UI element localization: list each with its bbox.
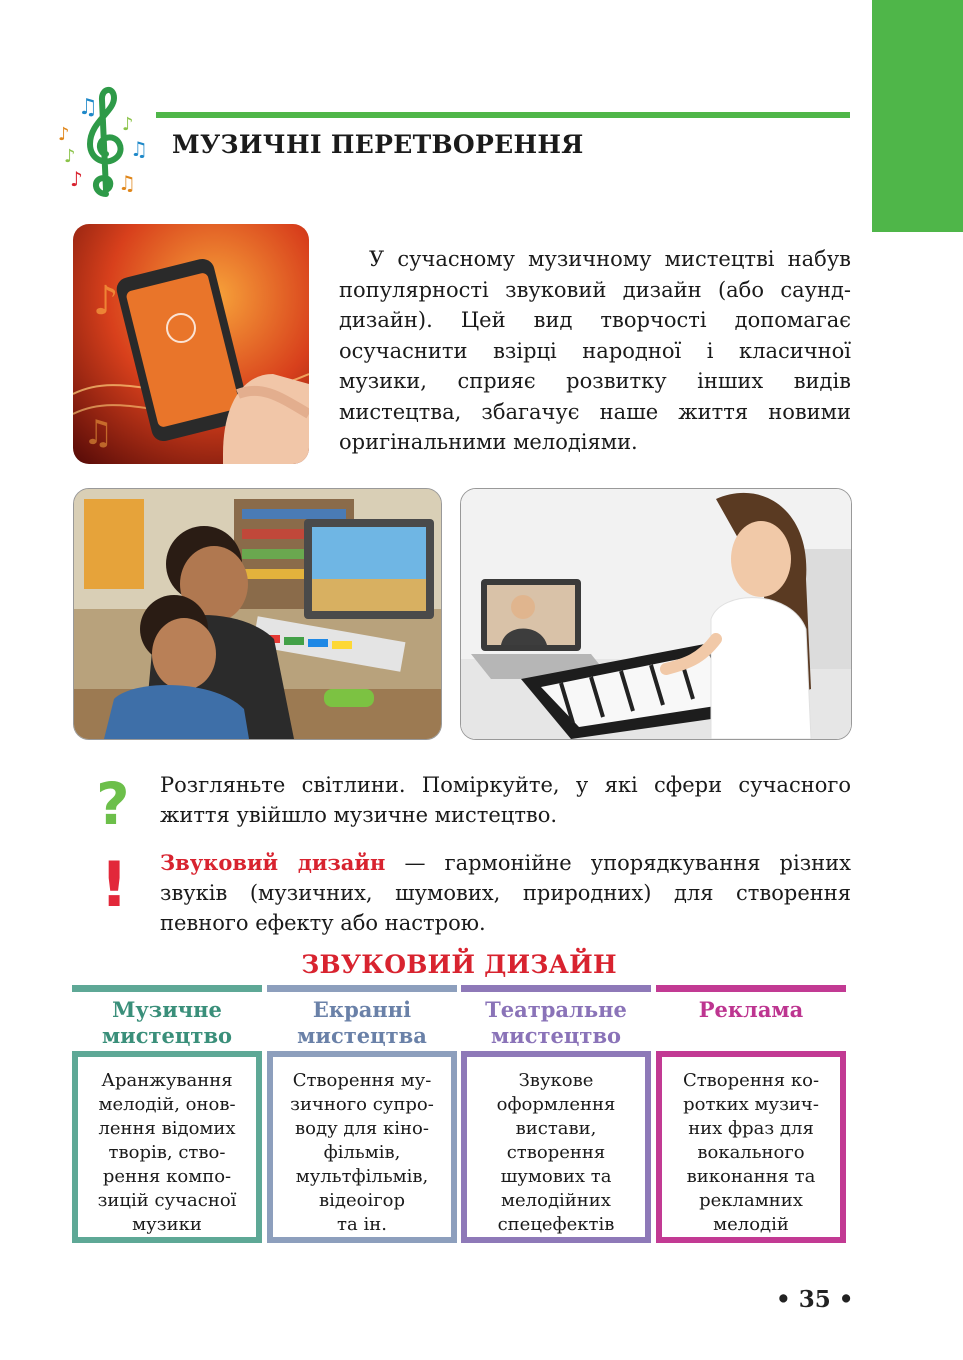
column-bar: [656, 985, 846, 992]
girl-playing-piano-laptop-photo: [460, 488, 852, 740]
task-text: Розгляньте світлини. Поміркуйте, у які сфери сучасного життя увійшло музичне мистецтво.: [160, 773, 851, 827]
smartphone-music-photo: [73, 224, 309, 464]
svg-text:♪: ♪: [58, 124, 70, 145]
column-box: Створення му- зичного супро- воду для кіно- фільмів, мультфільмів, відеоігор та ін.: [267, 1051, 457, 1243]
column-bar: [461, 985, 651, 992]
question-mark-icon: ?: [96, 770, 130, 838]
svg-text:♫: ♫: [83, 413, 114, 453]
page-title: МУЗИЧНІ ПЕРЕТВОРЕННЯ: [172, 130, 584, 159]
column-heading: Музичне мистецтво: [101, 997, 233, 1048]
svg-text:♫: ♫: [130, 137, 148, 161]
scheme-column-advertising: [656, 985, 846, 1245]
definition-text: [160, 848, 851, 938]
column-bar: [72, 985, 262, 992]
column-heading: Реклама: [698, 997, 804, 1022]
scheme-column-music: [72, 985, 262, 1245]
column-bar: [267, 985, 457, 992]
page-number: • 35 •: [776, 1286, 854, 1313]
exclamation-mark-icon: !: [100, 848, 129, 921]
scheme-column-screen: [267, 985, 457, 1245]
definition-term: Звуковий дизайн: [160, 850, 386, 875]
children-at-computer-photo: [73, 488, 442, 740]
svg-text:♪: ♪: [64, 146, 76, 167]
intro-paragraph: У сучасному музичному мистецтві набув популярності звуковий дизайн (або саунд-дизайн). Цей вид творчості допомагає осучаснити взірці народної і класичної музики, сприяє розвитку інших видів мистецтва, збагачує наше життя новими оригінальними мелодіями.: [339, 247, 851, 454]
column-heading: Театральне мистецтво: [485, 997, 627, 1048]
chapter-tab: [872, 0, 963, 232]
svg-text:♪: ♪: [122, 114, 134, 135]
svg-text:♫: ♫: [118, 171, 136, 195]
column-heading: Екранні мистецтва: [297, 997, 427, 1048]
column-box: Аранжування мелодій, онов- лення відомих творів, ство- рення компо- зицій сучасної музики: [72, 1051, 262, 1243]
svg-text:♪: ♪: [93, 278, 119, 324]
title-rule: [156, 112, 850, 118]
column-box: Звукове оформлення вистави, створення шумових та мелодійних спецефектів: [461, 1051, 651, 1243]
definition-body: — гармонійне упорядкування різних звуків (музичних, шумових, природних) для створення певного ефекту або настрою.: [160, 851, 851, 935]
scheme-column-theatre: [461, 985, 651, 1245]
column-box: Створення ко- ротких музич- них фраз для вокального виконання та рекламних мелодій: [656, 1051, 846, 1243]
svg-text:♫: ♫: [78, 95, 98, 120]
scheme-title: ЗВУКОВИЙ ДИЗАЙН: [301, 950, 617, 979]
treble-clef-notes-icon: [56, 82, 156, 202]
svg-text:♪: ♪: [70, 167, 83, 191]
